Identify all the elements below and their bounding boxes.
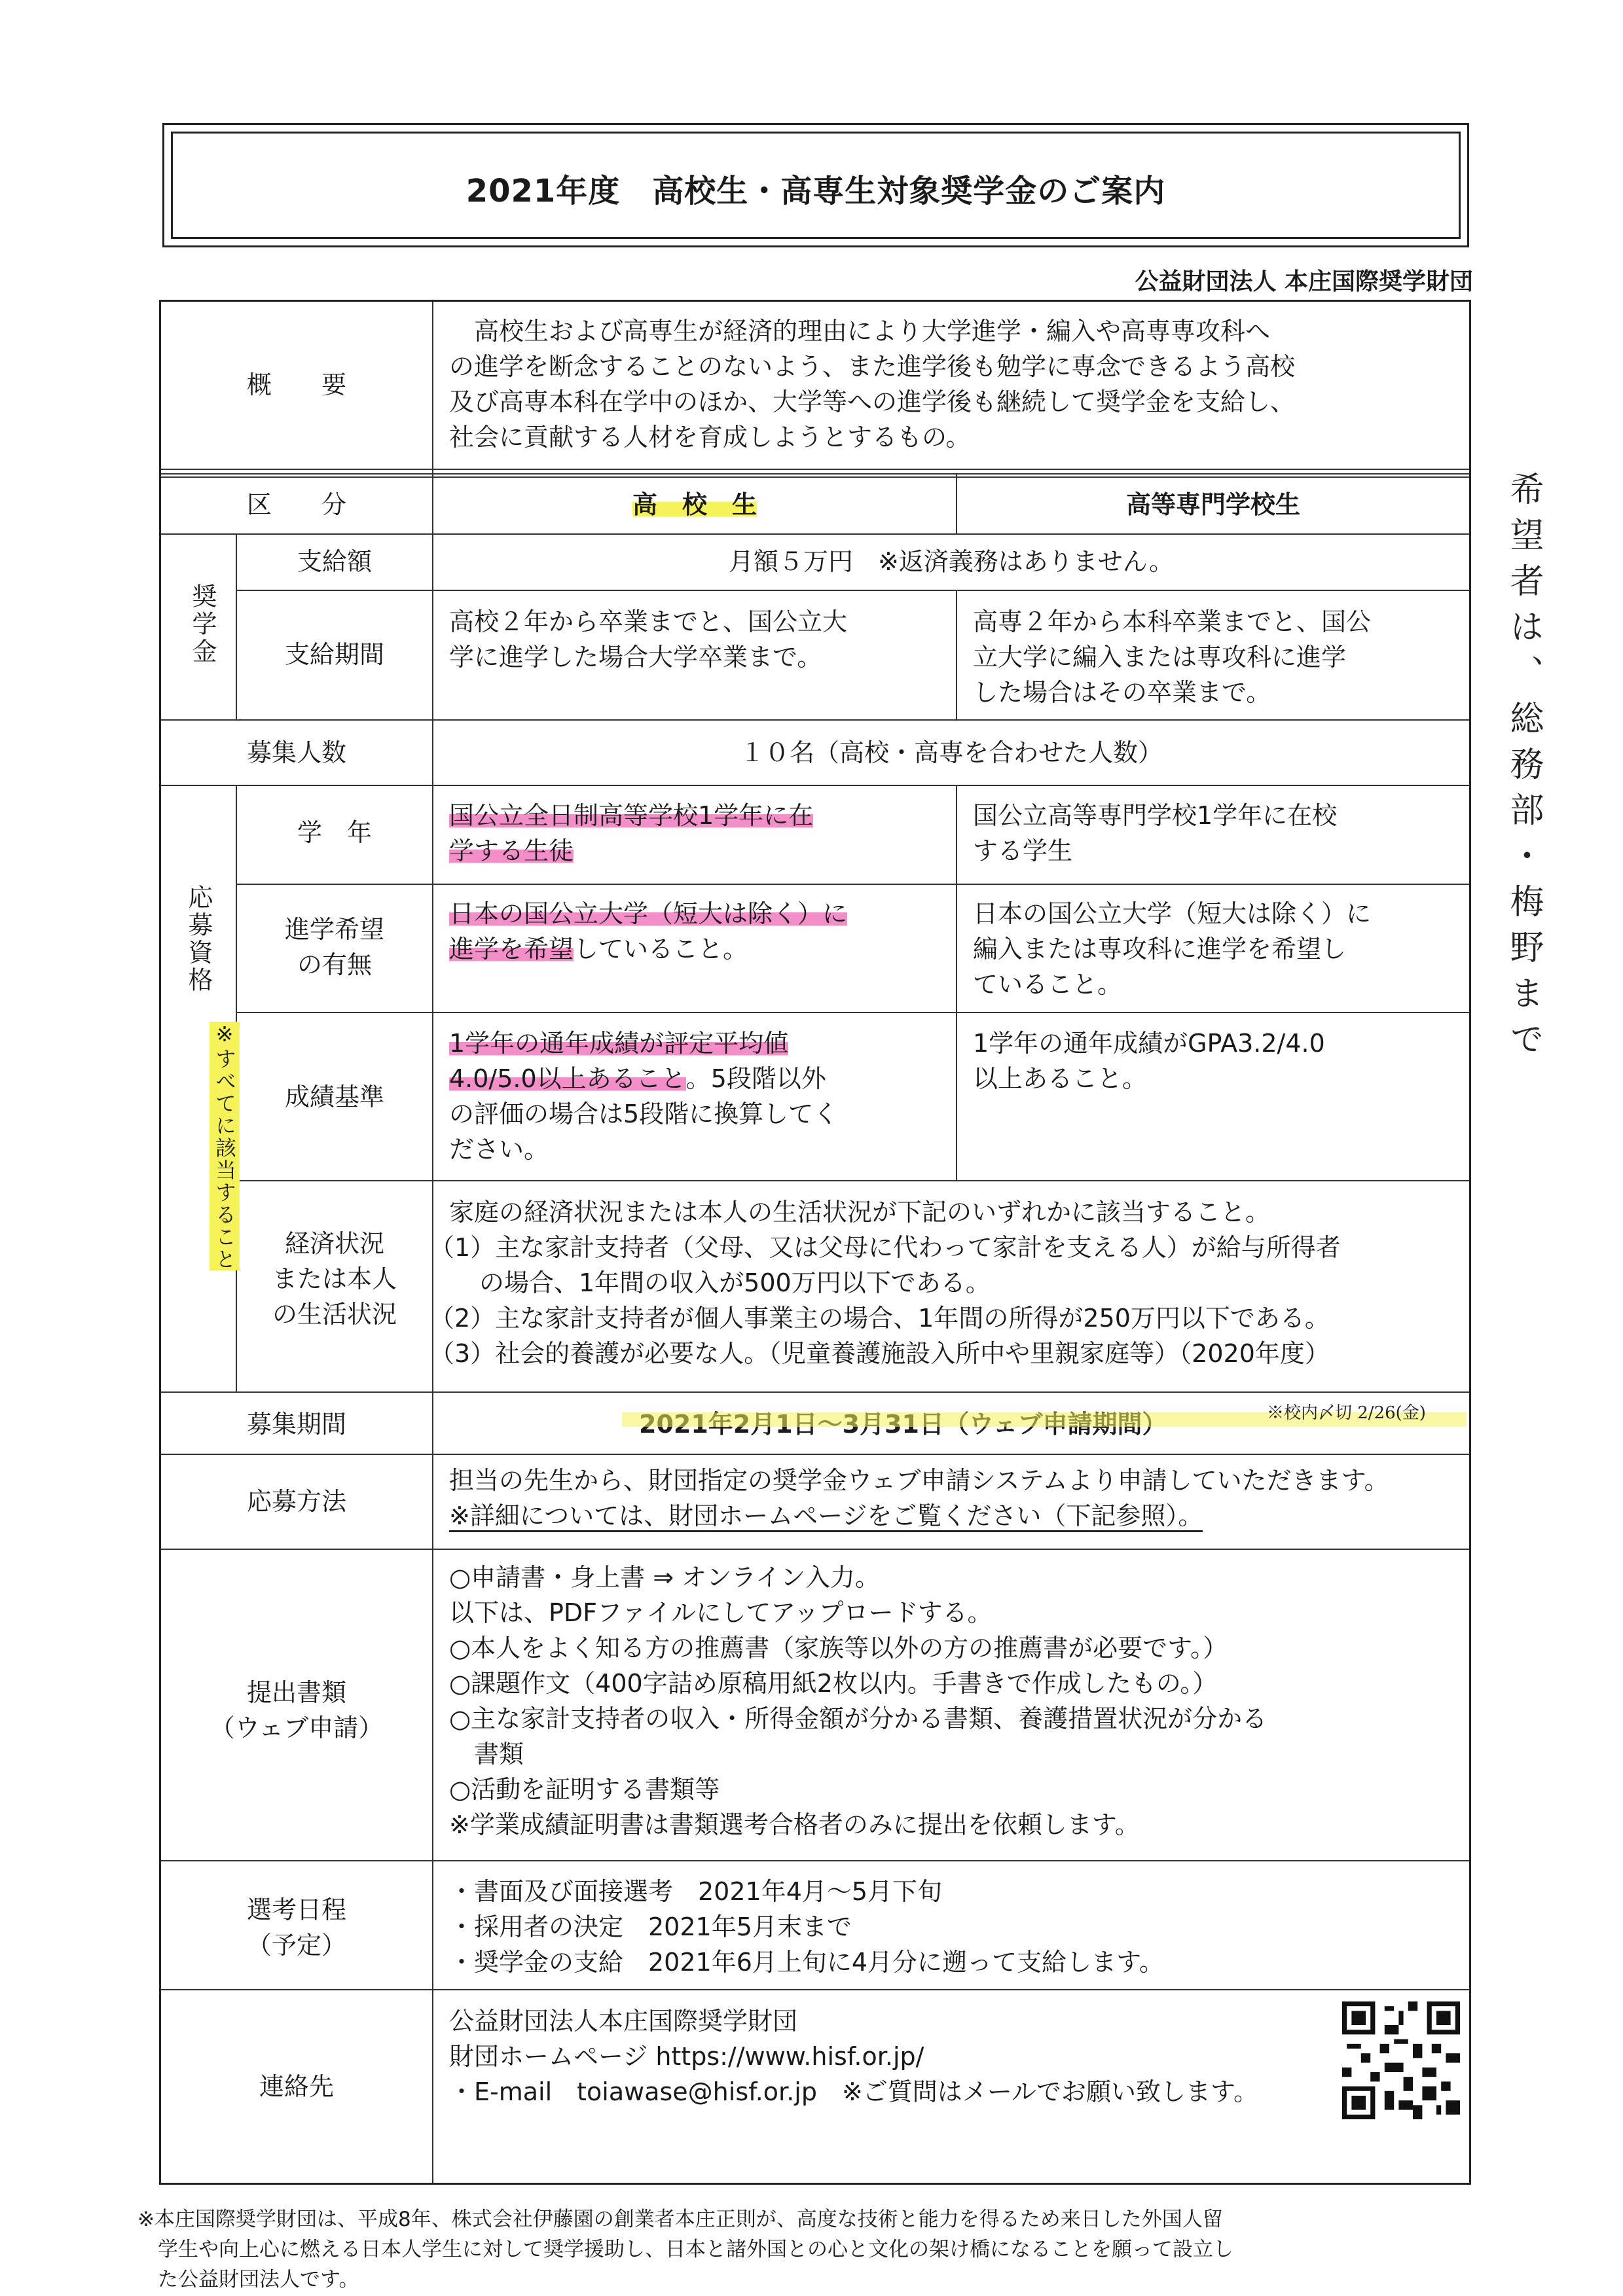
wish-label-line: 進学希望 (284, 915, 384, 944)
schedule-label-line: 選考日程 (246, 1895, 346, 1924)
qr-code-icon[interactable] (1342, 2001, 1460, 2119)
eligibility-group-label: 応募資格 (184, 884, 213, 994)
footnote-line: 学生や向上心に燃える日本人学生に対して奨学援助し、日本と諸外国との心と文化の架け橋になることを願って設立し (137, 2238, 1233, 2261)
wish-high-mark: 日本の国公立大学（短大は除く）に (449, 899, 848, 928)
grades-high-mark: 1学年の通年成績が評定平均値 (449, 1029, 789, 1058)
method-line-2-wrap (449, 1498, 1203, 1534)
econ-line: 家庭の経済状況または本人の生活状況が下記のいずれかに該当すること。 (449, 1198, 1271, 1227)
wish-high-mark-2: 進学を希望 (449, 935, 574, 963)
overview-line: 社会に貢献する人材を育成しようとするもの。 (449, 423, 971, 452)
method-line-2: ※詳細については、財団ホームページをご覧ください（下記参照）。 (449, 1501, 1203, 1532)
method-label: 応募方法 (246, 1487, 346, 1516)
footnote-line: た公益財団法人です。 (137, 2268, 359, 2291)
grade-label: 学 年 (297, 818, 372, 847)
category-kosen: 高等専門学校生 (1125, 490, 1300, 519)
handwritten-margin-note: 希望者は、総務部・梅野まで (1504, 471, 1543, 1067)
grades-high-mark-2: 4.0/5.0以上あること (449, 1064, 686, 1093)
wish-high-rest: していること。 (574, 935, 748, 963)
organization-name: 公益財団法人 本庄国際奨学財団 (1135, 268, 1473, 295)
econ-line: の場合、1年間の収入が500万円以下である。 (429, 1268, 991, 1297)
contact-line: 公益財団法人本庄国際奨学財団 (449, 2007, 798, 2036)
econ-label-line: の生活状況 (272, 1300, 397, 1329)
recruit-count-value: １０名（高校・高専を合わせた人数） (739, 738, 1163, 767)
schedule-label-line: （予定） (246, 1931, 346, 1960)
grades-high-2 (449, 1061, 826, 1096)
title-box (162, 123, 1469, 247)
grade-kosen-line: する学生 (973, 836, 1073, 865)
period-kosen-line: 高専２年から本科卒業までと、国公 (973, 607, 1372, 636)
recruit-count-label: 募集人数 (246, 738, 346, 767)
handwritten-deadline: ※校内〆切 2/26(金) (1267, 1403, 1426, 1423)
econ-line: （1）主な家計支持者（父母、又は父母に代わって家計を支える人）が給与所得者 (429, 1233, 1341, 1262)
method-line-1: 担当の先生から、財団指定の奨学金ウェブ申請システムより申請していただきます。 (449, 1466, 1389, 1495)
footnote-line: ※本庄国際奨学財団は、平成8年、株式会社伊藤園の創業者本庄正則が、高度な技術と能力を得るため来日した外国人留 (137, 2208, 1223, 2231)
period-kosen-line: した場合はその卒業まで。 (973, 678, 1271, 707)
period-high-line: 学に進学した場合大学卒業まで。 (449, 643, 822, 672)
grade-high (449, 798, 813, 833)
period-label: 支給期間 (284, 640, 384, 669)
overview-line: 高校生および高専生が経済的理由により大学進学・編入や高専専攻科へ (449, 317, 1271, 346)
period-high-line: 高校２年から卒業までと、国公立大 (449, 607, 848, 636)
page-title: 2021年度 高校生・高専生対象奨学金のご案内 (465, 173, 1166, 209)
grades-label: 成績基準 (284, 1083, 384, 1111)
contact-email[interactable]: ・E-mail toiawase@hisf.or.jp ※ご質問はメールでお願い致します。 (449, 2077, 1258, 2106)
grade-high-2 (449, 833, 574, 869)
grade-high-line: 国公立全日制高等学校1学年に在 (449, 801, 814, 830)
info-table (159, 300, 1471, 2185)
scholarship-group-label: 奨学金 (188, 583, 217, 666)
econ-line: （3）社会的養護が必要な人。（児童養護施設入所中や里親家庭等）（2020年度） (429, 1339, 1330, 1368)
econ-label-line: または本人 (272, 1265, 397, 1293)
wish-high-2 (449, 931, 748, 967)
econ-label-line: 経済状況 (284, 1229, 384, 1258)
grade-high-line: 学する生徒 (449, 836, 574, 865)
documents-line: ○課題作文（400字詰め原稿用紙2枚以内。手書きで作成したもの。） (449, 1669, 1218, 1698)
overview-line: 及び高専本科在学中のほか、大学等への進学後も継続して奨学金を支給し、 (449, 387, 1296, 416)
category-label: 区 分 (246, 490, 346, 519)
period-kosen-line: 立大学に編入または専攻科に進学 (973, 643, 1347, 672)
documents-line: ○活動を証明する書類等 (449, 1775, 720, 1804)
documents-label-line: 提出書類 (246, 1678, 346, 1707)
eligibility-note: ※すべてに該当すること (210, 1022, 240, 1270)
documents-line: ○主な家計支持者の収入・所得金額が分かる書類、養護措置状況が分かる (449, 1704, 1267, 1733)
contact-label: 連絡先 (259, 2072, 334, 2101)
grades-kosen-line: 以上あること。 (973, 1064, 1148, 1093)
wish-kosen-line: ていること。 (973, 970, 1123, 999)
grades-high-line: ださい。 (449, 1135, 549, 1164)
econ-line: （2）主な家計支持者が個人事業主の場合、1年間の所得が250万円以下である。 (429, 1304, 1330, 1333)
wish-kosen-line: 日本の国公立大学（短大は除く）に (973, 899, 1372, 928)
footnote (137, 2204, 1480, 2295)
documents-line: 書類 (449, 1740, 524, 1768)
schedule-line: ・奨学金の支給 2021年6月上旬に4月分に遡って支給します。 (449, 1948, 1165, 1977)
documents-line: ○本人をよく知る方の推薦書（家族等以外の方の推薦書が必要です。） (449, 1634, 1228, 1662)
period-label: 募集期間 (246, 1410, 346, 1439)
contact-url[interactable]: 財団ホームページ https://www.hisf.or.jp/ (449, 2042, 924, 2071)
grades-high-1 (449, 1026, 788, 1061)
documents-line: 以下は、PDFファイルにしてアップロードする。 (449, 1598, 993, 1627)
schedule-line: ・採用者の決定 2021年5月末まで (449, 1912, 852, 1941)
overview-line: の進学を断念することのないよう、また進学後も勉学に専念できるよう高校 (449, 352, 1296, 381)
documents-label-line: （ウェブ申請） (210, 1713, 384, 1742)
wish-high-1 (449, 896, 847, 931)
grades-kosen-line: 1学年の通年成績がGPA3.2/4.0 (973, 1029, 1325, 1058)
documents-line: ○申請書・身上書 ⇒ オンライン入力。 (449, 1563, 881, 1592)
grades-high-line: の評価の場合は5段階に換算してく (449, 1100, 839, 1128)
category-high-school-text: 高 校 生 (632, 490, 757, 519)
amount-label: 支給額 (297, 547, 372, 576)
amount-value: 月額５万円 ※返済義務はありません。 (728, 547, 1175, 576)
wish-kosen-line: 編入または専攻科に進学を希望し (973, 935, 1347, 963)
overview-label: 概 要 (246, 370, 346, 399)
wish-label-line: の有無 (297, 950, 372, 979)
documents-line: ※学業成績証明書は書類選考合格者のみに提出を依頼します。 (449, 1810, 1140, 1839)
grade-kosen-line: 国公立高等専門学校1学年に在校 (973, 801, 1338, 830)
grades-high-rest: 。5段階以外 (685, 1064, 826, 1093)
schedule-line: ・書面及び面接選考 2021年4月～5月下旬 (449, 1877, 943, 1906)
category-high-school (433, 487, 956, 522)
